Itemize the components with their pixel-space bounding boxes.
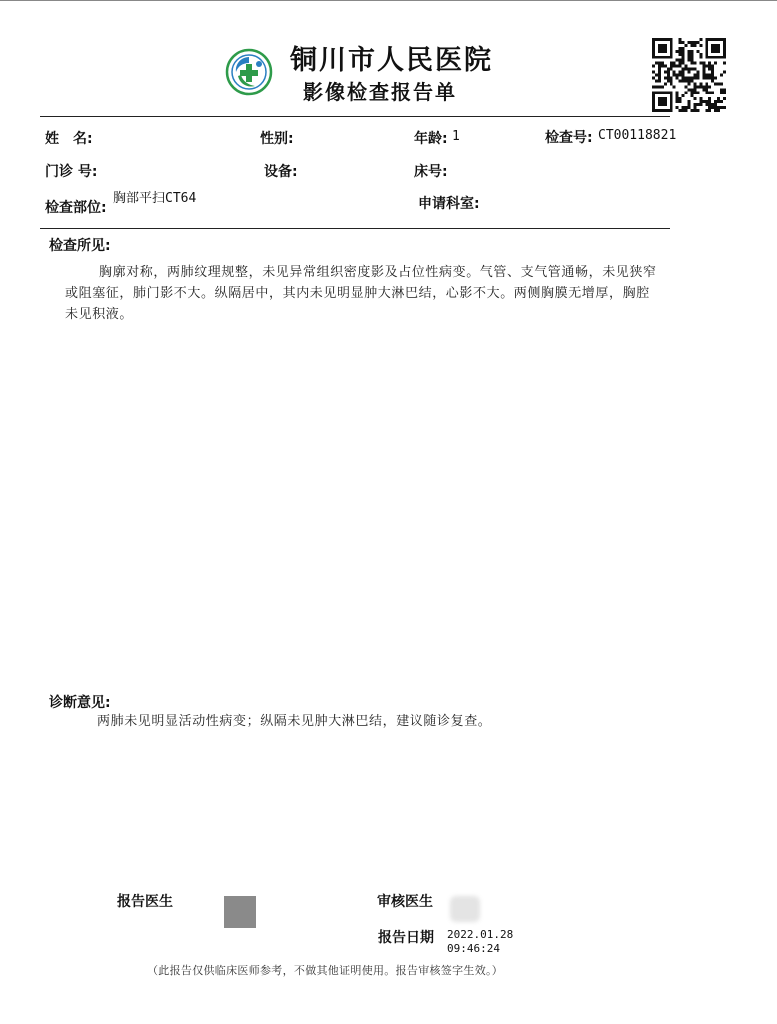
header-divider	[40, 116, 670, 117]
device-label: 设备:	[264, 164, 298, 180]
report-title: 影像检查报告单	[303, 80, 457, 104]
findings-title: 检查所见:	[49, 238, 111, 254]
review-doctor-signature	[450, 896, 480, 922]
hospital-name: 铜川市人民医院	[290, 45, 493, 76]
exam-no-value: CT00118821	[598, 128, 677, 143]
exam-part-label: 检查部位:	[45, 200, 107, 216]
department-label: 申请科室:	[418, 196, 480, 212]
age-label: 年龄:	[414, 131, 448, 147]
name-label: 姓 名:	[45, 131, 93, 147]
review-doctor-label: 审核医生	[377, 894, 433, 910]
diagnosis-title: 诊断意见:	[49, 695, 111, 711]
outpatient-label: 门诊 号:	[45, 164, 98, 180]
gender-label: 性别:	[260, 131, 294, 147]
report-datetime	[447, 928, 513, 956]
diagnosis-text: 两肺未见明显活动性病变；纵隔未见肿大淋巴结，建议随诊复查。	[97, 714, 492, 729]
findings-text: 胸廓对称，两肺纹理规整，未见异常组织密度影及占位性病变。气管、支气管通畅，未见狭窄或阻塞征，肺门影不大。纵隔居中，其内未见明显肿大淋巴结，心影不大。两侧胸膜无增厚，胸腔未见积液。	[65, 265, 657, 322]
hospital-logo-icon	[225, 48, 273, 96]
top-border	[0, 0, 777, 1]
qr-code-icon	[652, 38, 726, 112]
age-value: 1	[452, 129, 460, 144]
report-doctor-label: 报告医生	[117, 894, 173, 910]
report-date: 2022.01.28	[447, 928, 514, 941]
exam-part-value: 胸部平扫CT64	[113, 191, 197, 206]
report-doctor-signature	[224, 896, 256, 928]
bed-label: 床号:	[414, 164, 448, 180]
exam-no-label: 检查号:	[545, 130, 593, 146]
footnote: （此报告仅供临床医师参考，不做其他证明使用。报告审核签字生效。）	[147, 964, 504, 977]
report-time: 09:46:24	[447, 942, 500, 955]
report-date-label: 报告日期	[378, 930, 434, 946]
info-divider	[40, 228, 670, 229]
